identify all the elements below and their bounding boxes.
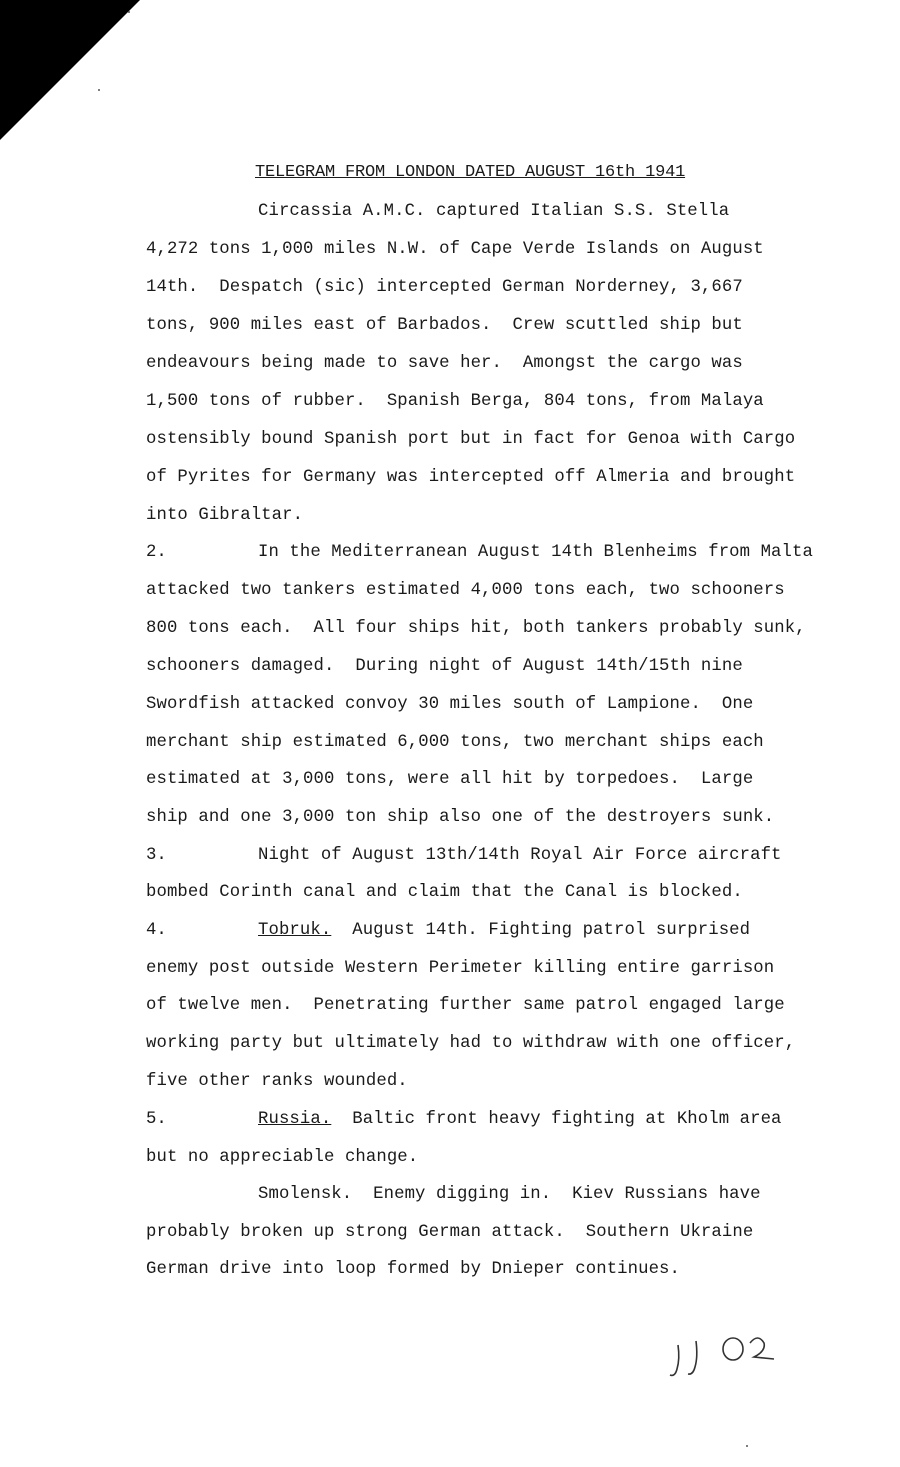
para5-number: 5. xyxy=(146,1110,167,1129)
para1-line: Circassia A.M.C. captured Italian S.S. Stella xyxy=(258,202,730,221)
para5-heading: Russia. xyxy=(258,1110,332,1129)
document-title: TELEGRAM FROM LONDON DATED AUGUST 16th 1941 xyxy=(255,163,686,182)
scan-speck xyxy=(98,89,100,91)
para2-line: estimated at 3,000 tons, were all hit by torpedoes. Large xyxy=(146,770,754,789)
para4-first-line-text: August 14th. Fighting patrol surprised xyxy=(331,921,751,940)
para4-line: of twelve men. Penetrating further same patrol engaged large xyxy=(146,996,785,1015)
para2-line: attacked two tankers estimated 4,000 tons each, two schooners xyxy=(146,581,785,600)
para3-number: 3. xyxy=(146,846,167,865)
para2-line: schooners damaged. During night of August 14th/15th nine xyxy=(146,657,743,676)
para1-line: 14th. Despatch (sic) intercepted German Norderney, 3,667 xyxy=(146,278,743,297)
handwritten-folio-mark xyxy=(668,1325,780,1385)
para2-line: 800 tons each. All four ships hit, both tankers probably sunk, xyxy=(146,619,806,638)
scan-speck xyxy=(128,11,130,13)
scan-speck xyxy=(746,1445,748,1447)
para1-line: endeavours being made to save her. Amongst the cargo was xyxy=(146,354,743,373)
para1-line: ostensibly bound Spanish port but in fact for Genoa with Cargo xyxy=(146,430,796,449)
para5-first-line xyxy=(258,1110,782,1129)
para1-line: 4,272 tons 1,000 miles N.W. of Cape Verde Islands on August xyxy=(146,240,764,259)
para6-line: German drive into loop formed by Dnieper continues. xyxy=(146,1260,680,1279)
para4-line: enemy post outside Western Perimeter killing entire garrison xyxy=(146,959,775,978)
para1-line: tons, 900 miles east of Barbados. Crew scuttled ship but xyxy=(146,316,743,335)
para1-line: into Gibraltar. xyxy=(146,506,304,525)
para6-line: probably broken up strong German attack. Southern Ukraine xyxy=(146,1223,754,1242)
para3-line: bombed Corinth canal and claim that the Canal is blocked. xyxy=(146,883,743,902)
para2-line: Swordfish attacked convoy 30 miles south of Lampione. One xyxy=(146,695,754,714)
para4-number: 4. xyxy=(146,921,167,940)
para2-line: ship and one 3,000 ton ship also one of the destroyers sunk. xyxy=(146,808,775,827)
para1-line: 1,500 tons of rubber. Spanish Berga, 804 tons, from Malaya xyxy=(146,392,764,411)
para3-line: Night of August 13th/14th Royal Air Force aircraft xyxy=(258,846,782,865)
para5-first-line-text: Baltic front heavy fighting at Kholm area xyxy=(331,1110,782,1129)
para4-line: five other ranks wounded. xyxy=(146,1072,408,1091)
para6-line: Smolensk. Enemy digging in. Kiev Russians have xyxy=(258,1185,761,1204)
para5-line: but no appreciable change. xyxy=(146,1148,419,1167)
para2-line: In the Mediterranean August 14th Blenheims from Malta xyxy=(258,543,813,562)
para4-line: working party but ultimately had to withdraw with one officer, xyxy=(146,1034,796,1053)
para4-first-line xyxy=(258,921,750,940)
para2-number: 2. xyxy=(146,543,167,562)
para4-heading: Tobruk. xyxy=(258,921,332,940)
para2-line: merchant ship estimated 6,000 tons, two merchant ships each xyxy=(146,733,764,752)
scan-corner-shadow xyxy=(0,0,140,140)
para1-line: of Pyrites for Germany was intercepted off Almeria and brought xyxy=(146,468,796,487)
